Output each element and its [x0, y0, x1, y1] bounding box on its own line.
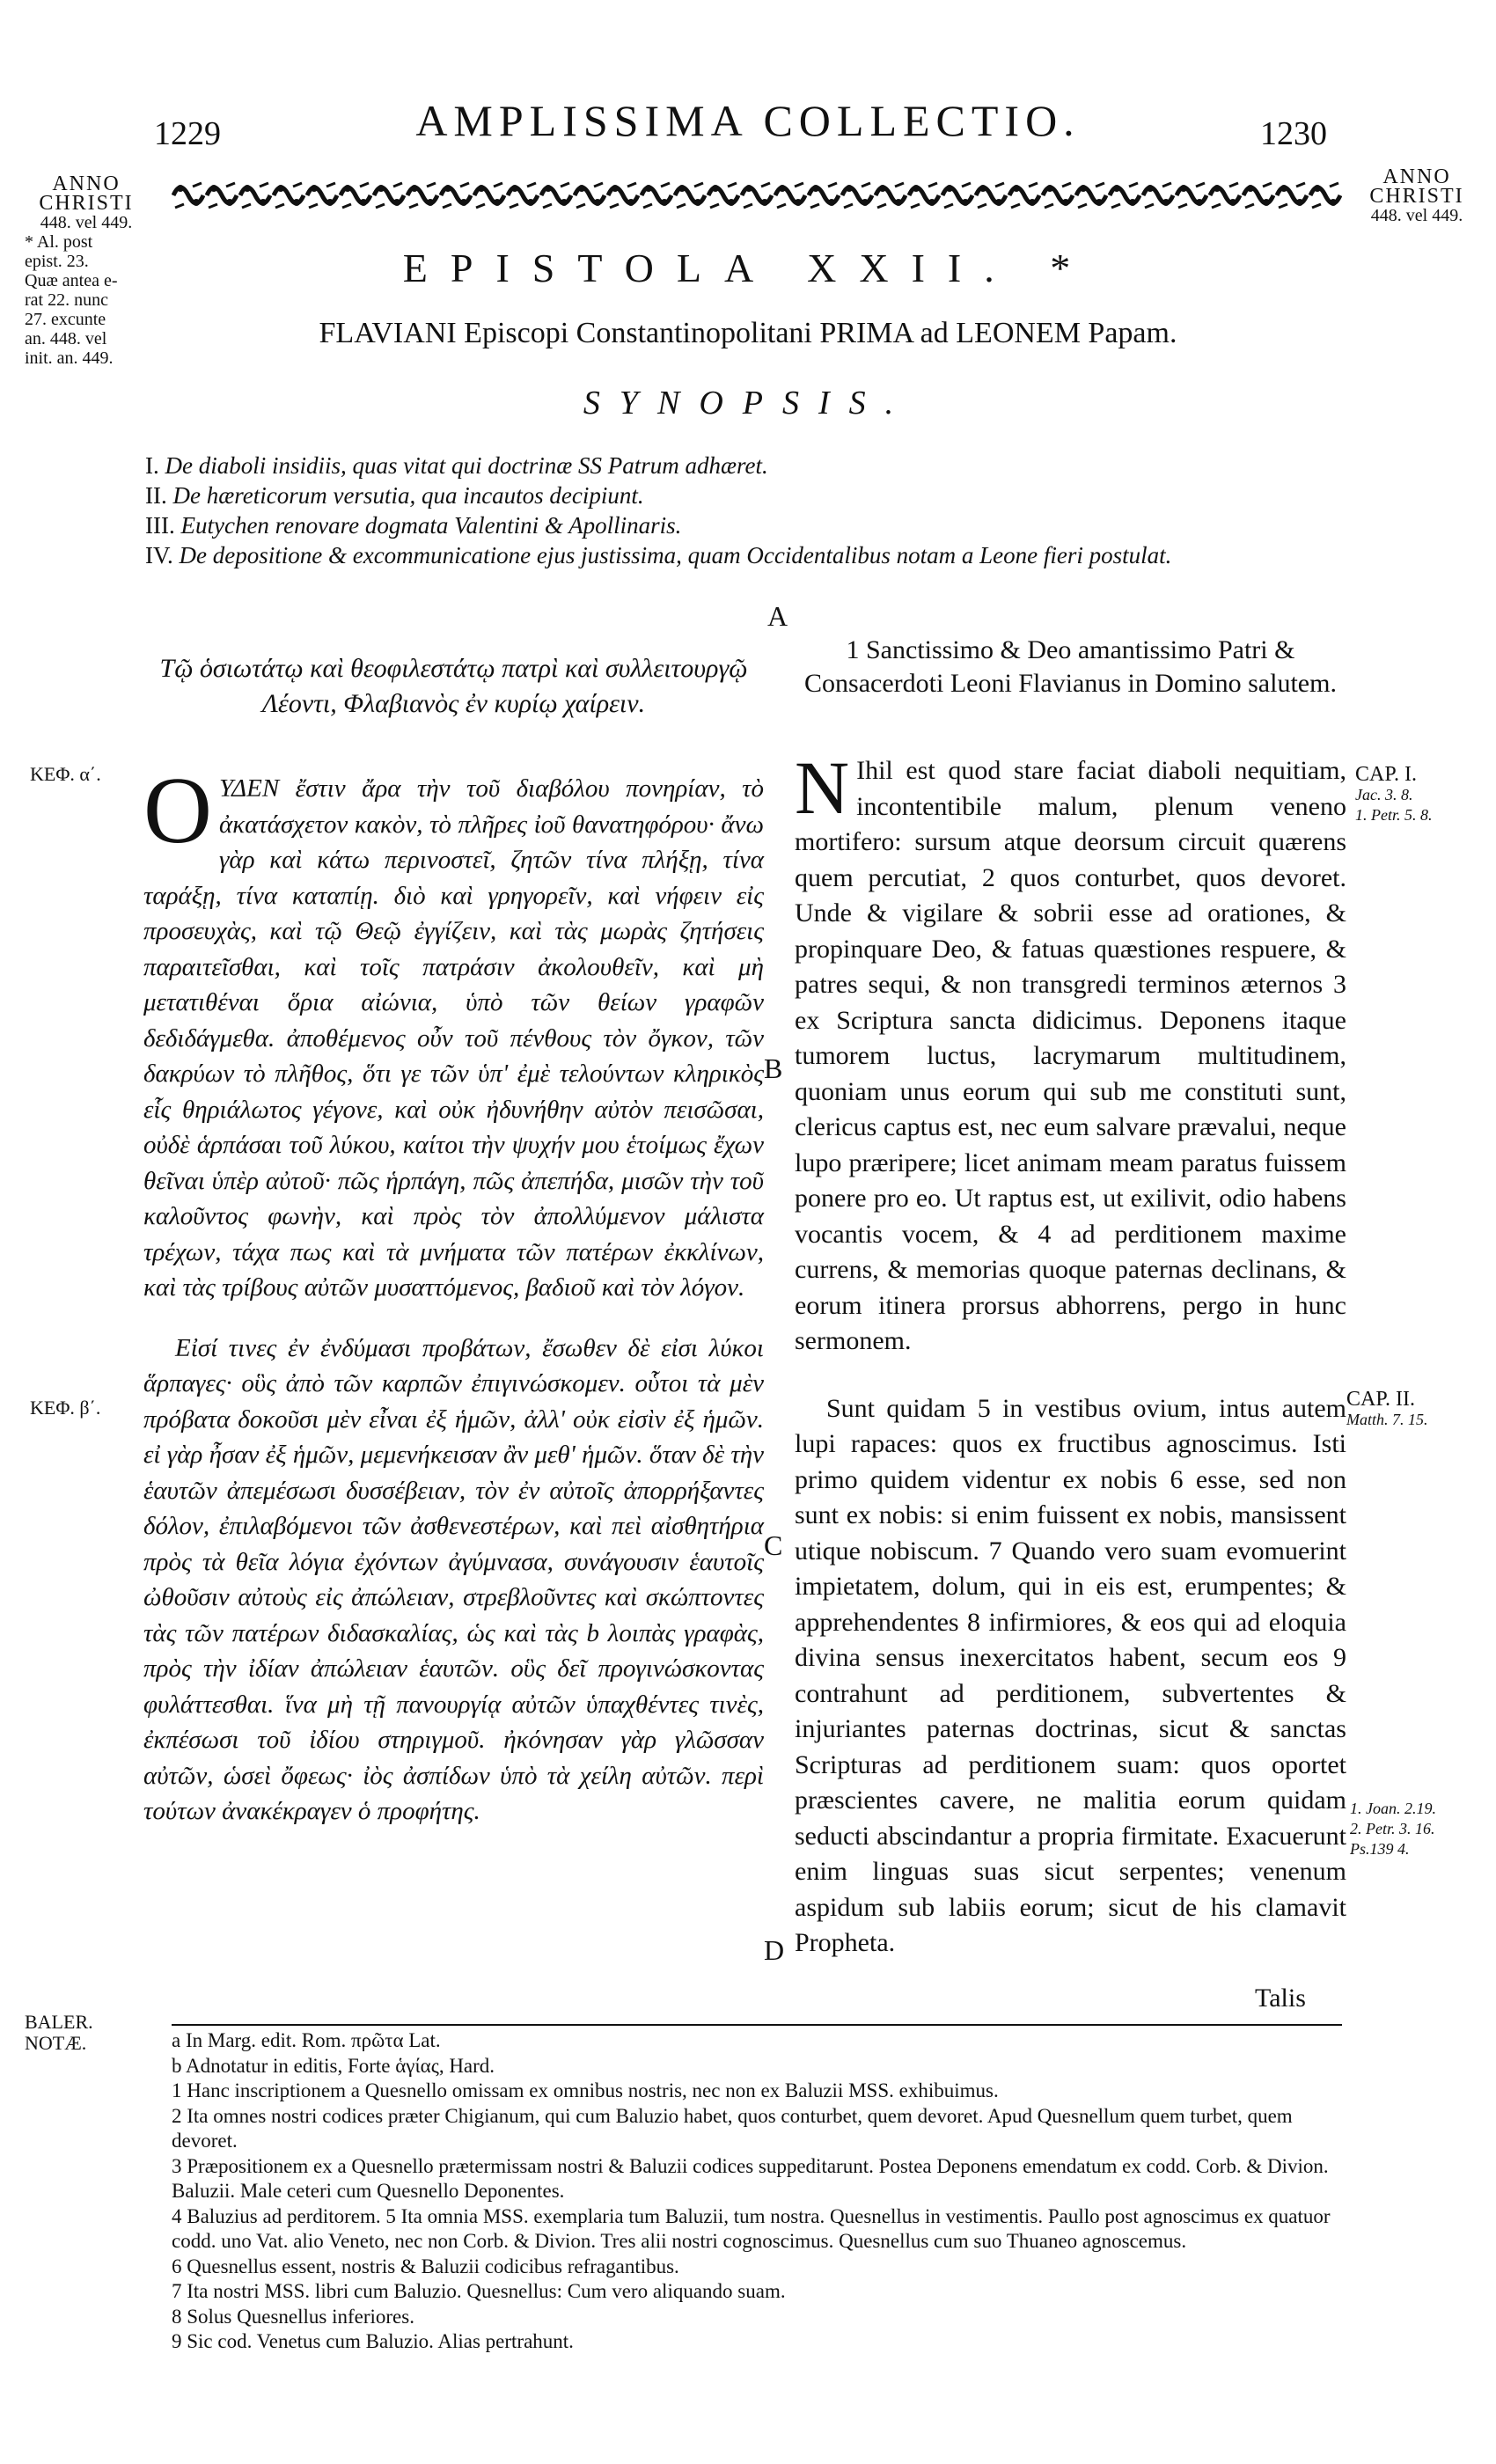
synopsis-item: [145, 480, 1360, 510]
footnote: 2 Ita omnes nostri codices præter Chigianum, qui cum Baluzio habet, quos conturbet, quem devoret. Apud Quesnellum quem turbet, quem devoret.: [172, 2104, 1293, 2152]
greek-column: [143, 759, 764, 1830]
latin-paragraph-1: [795, 745, 1346, 1360]
footnote: 9 Sic cod. Venetus cum Baluzio. Alias pertrahunt.: [172, 2330, 574, 2352]
synopsis-text: De diaboli insidiis, quas vitat qui doctrinæ SS Patrum adhæret.: [165, 452, 768, 479]
margin-note-line: Quæ antea e-: [25, 271, 118, 290]
margin-note-line: an. 448. vel: [25, 329, 107, 348]
latin-chapter-1-label: CAP. I.: [1355, 763, 1418, 786]
footnote: 8 Solus Quesnellus inferiores.: [172, 2305, 414, 2328]
latin-salutation: 1 Sanctissimo & Deo amantissimo Patri & Consacerdoti Leoni Flavianus in Domino salutem.: [804, 635, 1337, 698]
catchword: Talis: [1255, 1984, 1306, 2013]
footnote: 7 Ita nostri MSS. libri cum Baluzio. Quesnellus: Cum vero aliquando suam.: [172, 2280, 786, 2302]
scripture-ref: Jac. 3. 8.: [1355, 786, 1413, 803]
running-title: AMPLISSIMA COLLECTIO.: [415, 96, 1081, 145]
synopsis-num: I.: [145, 452, 159, 479]
synopsis-item: [145, 451, 1360, 480]
epistle-heading: EPISTOLA XXII. *: [402, 246, 1094, 290]
scripture-ref: Matth. 7. 15.: [1346, 1411, 1428, 1428]
anno-label: ANNO: [52, 172, 121, 195]
synopsis-text: De hæreticorum versutia, qua incautos decipiunt.: [172, 482, 644, 509]
section-marker-d: D: [764, 1934, 785, 1966]
notes-label: [25, 2012, 93, 2054]
page-number-left: 1229: [154, 115, 221, 152]
margin-note-line: * Al. post: [25, 232, 93, 252]
latin-chapter-2-side: [1346, 1389, 1487, 1430]
latin-paragraph-2: Sunt quidam 5 in vestibus ovium, intus autem lupi rapaces: quos ex fructibus agnoscimus. Isti primo quidem videntur ex nobis 6 esse, sed non sunt ex nobis: si enim fuissent ex nobis, mansissent utique nobiscum. 7 Quando vero suam evomuerint impietatem, dolum, qui in eis est, erumpentes; & apprehendentes 8 infirmiores, & eos qui ad eloquia divina sensus inexercitatos habent, secum eos 9 contrahunt ad perditionem, subvertentes & injuriantes paternas doctrinas, sicut & sanctas Scripturas ad perditionem suam: quos oportet præscientes cavere, ne malitia eorum quidam seducti abscindantur a propria firmitate. Exacuerunt enim linguas suas sicut serpentes; venenum aspidum sub labiis eorum; sicut de his clamavit Propheta.: [795, 1393, 1346, 1957]
section-marker-a: A: [767, 600, 788, 632]
synopsis-list: [145, 451, 1360, 570]
greek-chapter-1-label: ΚΕΦ. α΄.: [30, 763, 101, 785]
anno-years: 448. vel 449.: [40, 213, 133, 232]
anno-years: 448. vel 449.: [1370, 206, 1463, 225]
footnote: b Adnotatur in editis, Forte ἁγίας, Hard.: [172, 2054, 495, 2077]
footnotes: [172, 2028, 1342, 2355]
section-marker-b: B: [764, 1052, 783, 1084]
latin-chapter-1-side: [1355, 764, 1487, 825]
latin-refs-3: [1350, 1799, 1491, 1859]
latin-paragraph-1-text: Ihil est quod stare faciat diaboli nequitiam, incontentibile malum, plenum veneno mortifero: sursum atque deorsum circuit quærens quem percutiat, 2 quos conturbet, quos devoret. Unde & vigilare & sobrii esse ad orationes, & propinquare Deo, & fatuas quæstiones respuere, & patres sequi, & non transgredi terminos æternos 3 ex Scriptura sancta didicimus. Deponens itaque tumorem luctus, lacrymarum multitudinem, quoniam unus eorum qui sub me constituti sunt, clericus captus est, nec eum salvare prævalui, neque lupo præripere; licet animam meam paratus fuissem ponere pro eo. Ut raptus est, ut exilivit, odio habens vocantis vocem, & 4 ad perditionem maxime currens, & memorias quoque paternas declinans, & eorum itinera prorsus abhorrens, pergo in hunc sermonem.: [795, 756, 1346, 1355]
page-number-right: 1230: [1260, 115, 1327, 152]
greek-paragraph-2: Εἰσί τινες ἐν ἐνδύμασι προβάτων, ἔσωθεν δὲ εἰσι λύκοι ἅρπαγες· οὓς ἀπὸ τῶν καρπῶν ἐπιγινώσκομεν. οὗτοι τὰ μὲν πρόβατα δοκοῦσι μὲν εἶναι ἐξ ἡμῶν, ἀλλ' οὐκ εἰσὶν ἐξ ἡμῶν. εἰ γὰρ ἦσαν ἐξ ἡμῶν, μεμενήκεισαν ἂν μεθ' ἡμῶν. ὅταν δὲ τὴν ἑαυτῶν ἀπεμέσωσι δυσσέβειαν, τὸν ἐν αὐτοῖς ἀπορρήξαντες δόλον, ἐπιλαβόμενοι τῶν ἀσθενεστέρων, καὶ πεὶ αἰσθητήρια πρὸς τὰ θεῖα λόγια ἐχόντων ἀγύμνασα, συνάγουσιν ἑαυτοῖς ὠθοῦσιν αὐτοὺς εἰς ἀπώλειαν, στρεβλοῦντες καὶ σκώπτοντες τὰς τῶν πατέρων διδασκαλίας, ὡς καὶ τὰς b λοιπὰς γραφὰς, πρὸς τὴν ἰδίαν ἀπώλειαν ἑαυτῶν. οὓς δεῖ προγινώσκοντας φυλάττεσθαι. ἵνα μὴ τῇ πανουργίᾳ αὐτῶν ὑπαχθέντες τινὲς, ἐκπέσωσι τοῦ ἰδίου στηριγμοῦ. ἠκόνησαν γὰρ γλῶσσαν αὐτῶν, ὡσεὶ ὄφεως· ἰὸς ἀσπίδων ὑπὸ τὰ χείλη αὐτῶν. περὶ τούτων ἀνακέκραγεν ὁ προφήτης.: [143, 1333, 764, 1825]
notes-label-line: NOTÆ.: [25, 2032, 87, 2054]
synopsis-text: De depositione & excommunicatione ejus justissima, quam Occidentalibus notam a Leone fieri postulat.: [179, 542, 1172, 568]
epistle-subtitle: FLAVIANI Episcopi Constantinopolitani PRIMA ad LEONEM Papam.: [319, 317, 1177, 349]
margin-note-line: init. an. 449.: [25, 348, 114, 368]
scripture-ref: 2. Petr. 3. 16.: [1350, 1820, 1435, 1837]
synopsis-num: IV.: [145, 542, 173, 568]
synopsis-text: Eutychen renovare dogmata Valentini & Apollinaris.: [180, 512, 682, 539]
notes-label-line: BALER.: [25, 2011, 93, 2033]
notes-divider: [172, 2024, 1342, 2026]
greek-paragraph-1-text: ΥΔΕΝ ἔστιν ἄρα τὴν τοῦ διαβόλου πονηρίαν, τὸ ἀκατάσχετον κακὸν, τὸ πλῆρες ἰοῦ θανατηφόρου· ἄνω γὰρ καὶ κάτω περινοστεῖ, ζητῶν τίνα πλήξῃ, τίνα ταράξῃ, τίνα καταπίῃ. διὸ καὶ γρηγορεῖν, καὶ νήφειν εἰς προσευχὰς, καὶ τῷ Θεῷ ἐγγίζειν, καὶ τὰς μωρὰς ζητήσεις παραιτεῖσθαι, καὶ τοῖς πατράσιν ἀκολουθεῖν, καὶ μὴ μετατιθέναι ὅρια αἰώνια, ὑπὸ τῶν θείων γραφῶν δεδιδάγμεθα. ἀποθέμενος οὖν τοῦ πένθους τὸν ὄγκον, τῶν δακρύων τὸ πλῆθος, ὅτι γε τῶν ὑπ' ἐμὲ τελούντων κληρικὸς εἷς θηριάλωτος γέγονε, καὶ οὐκ ἠδυνήθην αὐτὸν πεισῶσαι, οὐδὲ ἁρπάσαι τοῦ λύκου, καίτοι τὴν ψυχήν μου ἑτοίμως ἔχων θεῖναι ὑπὲρ αὐτοῦ· πῶς ἡρπάγη, πῶς ἀπεπήδα, μισῶν τὴν τοῦ καλοῦντος φωνὴν, καὶ πρὸς τὸν ἀπολλύμενον μάλιστα τρέχων, τάχα πως καὶ τὰ μνήματα τῶν πατέρων ἐκκλίνων, καὶ τὰς τρίβους αὐτῶν μυσαττόμενος, βαδιοῦ καὶ τὸν λόγον.: [143, 774, 764, 1302]
synopsis-item: [145, 510, 1360, 540]
ornamental-band: [172, 178, 1342, 213]
synopsis-item: [145, 540, 1360, 570]
anno-label: ANNO: [1382, 165, 1451, 188]
latin-chapter-2-label: CAP. II.: [1346, 1388, 1416, 1411]
scripture-ref: Ps.139 4.: [1350, 1840, 1410, 1858]
greek-salutation: Τῷ ὁσιωτάτῳ καὶ θεοφιλεστάτῳ πατρὶ καὶ συλλειτουργῷ Λέοντι, Φλαβιανὸς ἐν κυρίῳ χαίρειν.: [159, 654, 748, 718]
footnote: 4 Baluzius ad perditorem. 5 Ita omnia MSS. exemplaria tum Baluzii, tum nostra. Quesnellus in vestimentis. Paullo post agnoscimus ex quatuor codd. uno Vat. alio Veneto, nec non Corb. & Divion. Tres alii nostri cognoscimus. Quesnellus cum suo Thuaneo agnoscemus.: [172, 2204, 1331, 2252]
footnote: a In Marg. edit. Rom. πρῶτα Lat.: [172, 2029, 441, 2051]
footnote: 3 Præpositionem ex a Quesnello prætermissam nostri & Baluzii codices suppeditarunt. Postea Deponens emendatum ex codd. Corb. & Divion. Baluzii. Male ceteri cum Quesnello Deponentes.: [172, 2154, 1329, 2202]
synopsis-heading: SYNOPSIS.: [583, 385, 913, 422]
scripture-ref: 1. Joan. 2.19.: [1350, 1800, 1436, 1817]
latin-dropcap: N: [795, 745, 850, 830]
christi-label: CHRISTI: [1369, 185, 1464, 208]
margin-note-line: rat 22. nunc: [25, 290, 108, 310]
latin-column: [795, 745, 1346, 1962]
footnote: 6 Quesnellus essent, nostris & Baluzii codicibus refragantibus.: [172, 2255, 679, 2277]
greek-chapter-2-label: ΚΕΦ. β΄.: [30, 1397, 101, 1419]
scripture-ref: 1. Petr. 5. 8.: [1355, 806, 1433, 824]
christi-label: CHRISTI: [39, 192, 134, 215]
section-marker-c: C: [764, 1529, 783, 1561]
synopsis-num: III.: [145, 512, 175, 539]
margin-note-line: epist. 23.: [25, 252, 89, 271]
synopsis-num: II.: [145, 482, 167, 509]
margin-anno-right: [1355, 167, 1478, 225]
footnote: 1 Hanc inscriptionem a Quesnello omissam ex omnibus nostris, nec non ex Baluzii MSS. exhibuimus.: [172, 2079, 999, 2101]
greek-paragraph-1: [143, 759, 764, 1306]
greek-dropcap: Ο: [143, 759, 212, 863]
margin-note-line: 27. excunte: [25, 310, 106, 329]
